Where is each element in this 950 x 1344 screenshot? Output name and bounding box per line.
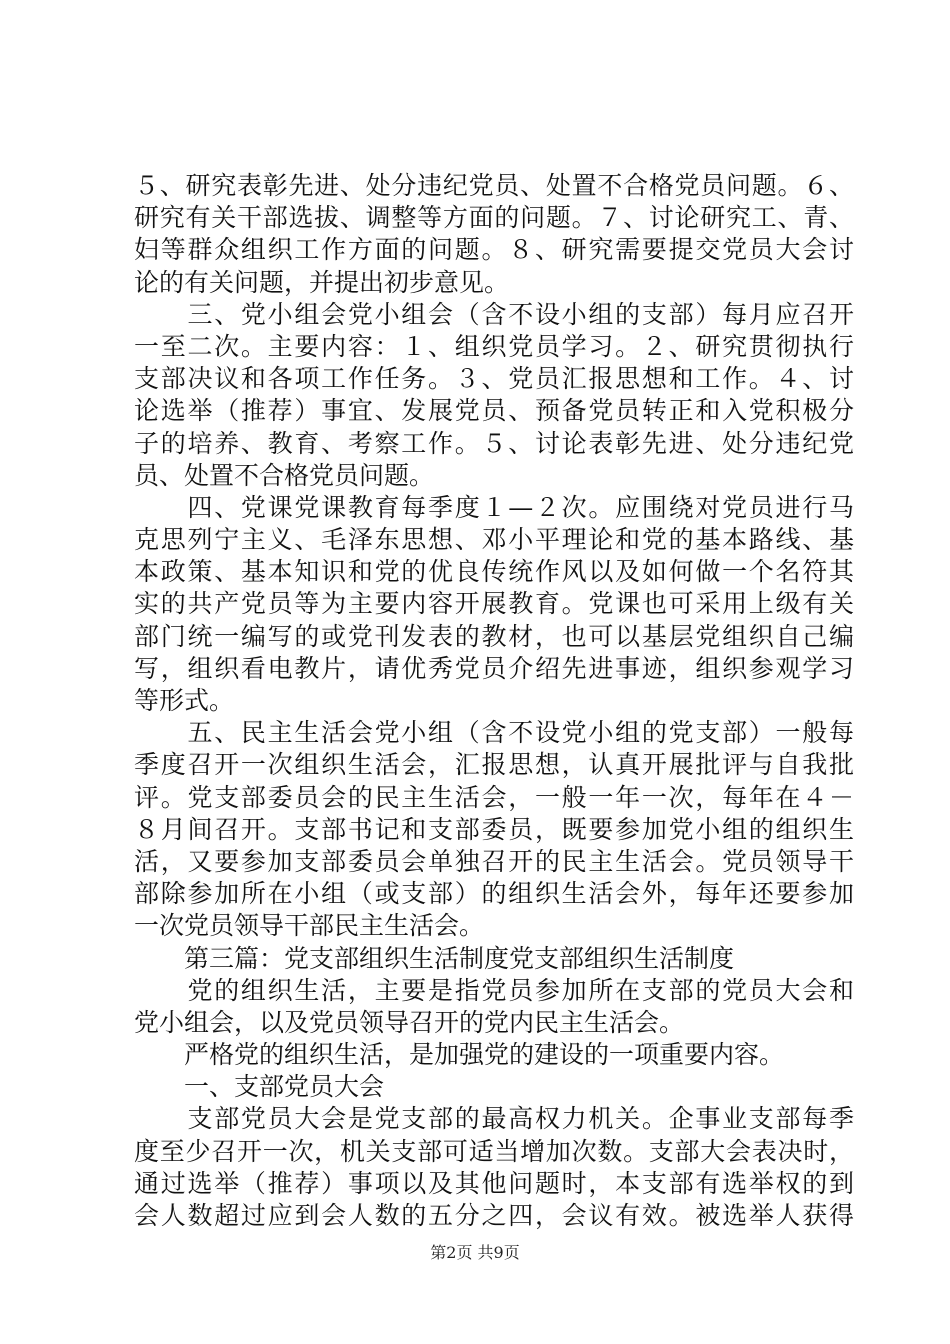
text-line: 等形式。 <box>134 686 235 715</box>
text-line: 论的有关问题，并提出初步意见。 <box>134 267 510 297</box>
text-line: 季度召开一次组织生活会，汇报思想，认真开展批评与自我批 <box>134 750 854 780</box>
text-line: 一次党员领导干部民主生活会。 <box>134 911 485 941</box>
text-line: 第三篇：党支部组织生活制度党支部组织生活制度 <box>134 943 735 973</box>
text-line: 五、民主生活会党小组（含不设党小组的党支部）一般每 <box>134 718 854 748</box>
text-line: 支部党员大会是党支部的最高权力机关。企事业支部每季 <box>134 1104 854 1134</box>
text-line: 党小组会，以及党员领导召开的党内民主生活会。 <box>134 1007 685 1037</box>
text-line: 论选举（推荐）事宜、发展党员、预备党员转正和入党积极分 <box>134 396 854 426</box>
text-line: 部门统一编写的或党刊发表的教材，也可以基层党组织自己编 <box>134 621 854 651</box>
text-line: 子的培养、教育、考察工作。５、讨论表彰先进、处分违纪党 <box>134 428 854 458</box>
body-text <box>134 170 854 1232</box>
text-line: 一至二次。主要内容：１、组织党员学习。２、研究贯彻执行 <box>134 331 854 361</box>
text-line: ８月间召开。支部书记和支部委员，既要参加党小组的组织生 <box>134 814 854 844</box>
text-line: 本政策、基本知识和党的优良传统作风以及如何做一个名符其 <box>134 557 854 587</box>
text-line: 员、处置不合格党员问题。 <box>134 460 435 490</box>
text-line: 研究有关干部选拔、调整等方面的问题。７、讨论研究工、青、 <box>134 203 854 233</box>
text-line: 党的组织生活，主要是指党员参加所在支部的党员大会和 <box>134 975 854 1005</box>
page-footer: 第2页 共9页 <box>430 1243 520 1262</box>
text-line: 写，组织看电教片，请优秀党员介绍先进事迹，组织参观学习 <box>134 653 854 683</box>
text-line: ５、研究表彰先进、处分违纪党员、处置不合格党员问题。６、 <box>134 171 854 200</box>
text-line: 通过选举（推荐）事项以及其他问题时，本支部有选举权的到 <box>134 1168 854 1198</box>
text-line: 克思列宁主义、毛泽东思想、邓小平理论和党的基本路线、基 <box>134 525 854 555</box>
text-line: 会人数超过应到会人数的五分之四，会议有效。被选举人获得 <box>134 1201 854 1230</box>
text-line: 部除参加所在小组（或支部）的组织生活会外，每年还要参加 <box>134 879 854 909</box>
text-line: 度至少召开一次，机关支部可适当增加次数。支部大会表决时， <box>134 1136 854 1166</box>
text-line: 一、支部党员大会 <box>134 1072 385 1102</box>
text-line: 四、党课党课教育每季度１—２次。应围绕对党员进行马 <box>134 492 854 522</box>
text-line: 评。党支部委员会的民主生活会，一般一年一次，每年在４－ <box>134 782 854 812</box>
text-line: 三、党小组会党小组会（含不设小组的支部）每月应召开 <box>134 299 854 329</box>
text-line: 活，又要参加支部委员会单独召开的民主生活会。党员领导干 <box>134 846 854 876</box>
text-line: 严格党的组织生活，是加强党的建设的一项重要内容。 <box>134 1040 785 1070</box>
text-line: 支部决议和各项工作任务。３、党员汇报思想和工作。４、讨 <box>134 364 854 394</box>
text-line: 实的共产党员等为主要内容开展教育。党课也可采用上级有关 <box>134 589 854 619</box>
text-line: 妇等群众组织工作方面的问题。８、研究需要提交党员大会讨 <box>134 235 854 265</box>
